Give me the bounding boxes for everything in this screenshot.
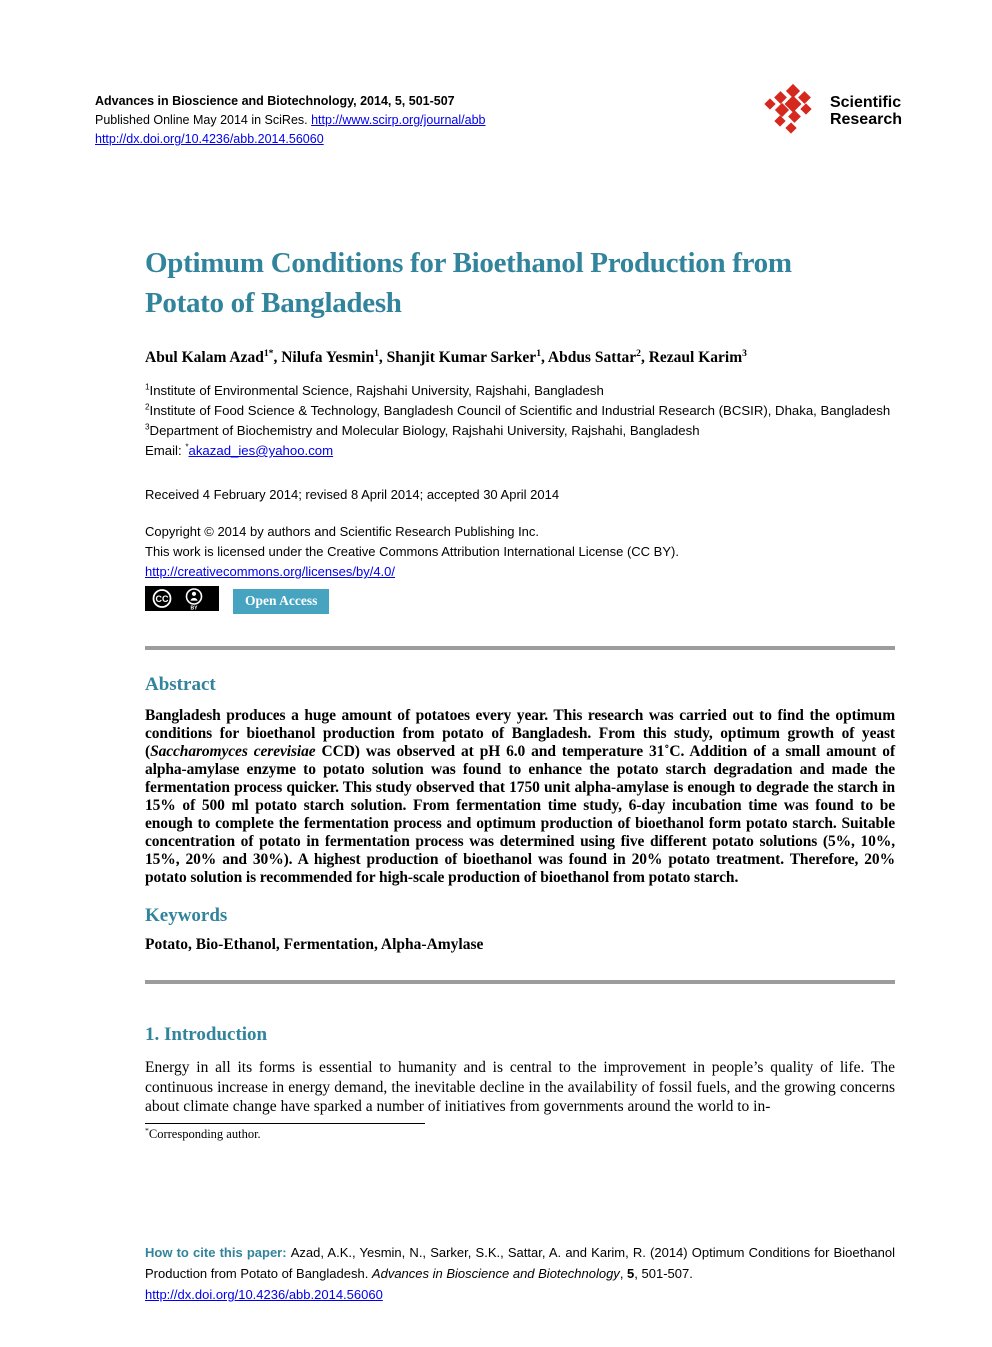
section-divider-top [145, 646, 895, 650]
citation-text: Azad, A.K., Yesmin, N., Sarker, S.K., Sattar, A. and Karim, R. (2014) Optimum Conditions for Bioethanol Production from Potato of Bangladesh. Advances in Bioscience and Biotechnology, 5, 501-507. [145, 1245, 895, 1281]
affiliation-3: $^3$Department of Biochemistry and Molecular Biology, Rajshahi University, Rajshahi, Bangladesh [145, 422, 700, 438]
creative-commons-license-link[interactable]: http://creativecommons.org/licenses/by/4.0/ [145, 564, 396, 579]
copyright-line-2: This work is licensed under the Creative Commons Attribution International License (CC BY). [145, 544, 679, 559]
section-divider-bottom [145, 980, 895, 984]
paper-title: Optimum Conditions for Bioethanol Production from Potato of Bangladesh [145, 247, 792, 319]
introduction-text: Energy in all its forms is essential to humanity and is central to the improvement in people’s quality of life. The continuous increase in energy demand, the inevitable decline in the availability of fossil fuels, and the growing concerns about climate change have sparked a number of initiatives from governments around the world to in- [145, 1059, 895, 1115]
citation-block [145, 1242, 895, 1305]
journal-citation-line: Advances in Bioscience and Biotechnology, 2014, 5, 501-507 [95, 94, 455, 108]
journal-link[interactable]: http://www.scirp.org/journal/abb [311, 113, 486, 127]
copyright-block [145, 522, 895, 582]
corresponding-author-note: *Corresponding author. [145, 1125, 261, 1141]
footnote-divider [145, 1123, 425, 1124]
inline-link[interactable]: akazad_ies@yahoo.com [188, 443, 334, 458]
logo-word-2: Research [829, 111, 902, 128]
introduction-heading: 1. Introduction [145, 1024, 268, 1045]
email-line: Email: *akazad_ies@yahoo.com [145, 442, 334, 458]
affiliations-block [145, 381, 895, 461]
logo-word-1: Scientific [829, 94, 902, 111]
affiliation-2: $^2$Institute of Food Science & Technology, Bangladesh Council of Scientific and Industrial Research (BCSIR), Dhaka, Bangladesh [145, 402, 891, 418]
abstract-text: Bangladesh produces a huge amount of potatoes every year. This research was carried out to find the optimum conditions for bioethanol production from potato of Bangladesh. From this study, optimum growth of yeast (Saccharomyces cerevisiae CCD) was observed at pH 6.0 and temperature 31˚C. Addition of a small amount of alpha-amylase enzyme to potato solution was found to enhance the potato starch degradation and made the fermentation process quicker. This study observed that 1750 unit alpha-amylase is enough to degrade the starch in 15% of 500 ml potato starch solution. From fermentation time study, 6-day incubation time was found to be enough to complete the fermentation process and optimum production of bioethanol form potato starch. Suitable concentration of potato in fermentation process was determined using five different potato solutions (5%, 10%, 15%, 20% and 30%). A highest production of bioethanol was found in 20% potato treatment. Therefore, 20% potato solution is recommended for high-scale production of bioethanol from potato starch. [145, 707, 896, 886]
published-prefix: Published Online May 2014 in SciRes. [95, 113, 312, 127]
open-access-badge: Open Access [233, 589, 329, 614]
cc-by-license-badge-icon[interactable] [145, 586, 219, 616]
keywords-heading: Keywords [145, 905, 228, 926]
svg-text:CC: CC [155, 594, 169, 604]
received-dates-line: Received 4 February 2014; revised 8 April 2014; accepted 30 April 2014 [145, 487, 560, 502]
how-to-cite-label: How to cite this paper: [145, 1245, 291, 1260]
svg-text:BY: BY [190, 605, 198, 611]
license-link-line [145, 562, 895, 582]
doi-link[interactable]: http://dx.doi.org/10.4236/abb.2014.56060 [95, 132, 324, 146]
citation-doi-line [145, 1284, 895, 1305]
abstract-heading: Abstract [145, 674, 216, 695]
copyright-line-1: Copyright © 2014 by authors and Scientific Research Publishing Inc. [145, 524, 540, 539]
keywords-text: Potato, Bio-Ethanol, Fermentation, Alpha-Amylase [145, 936, 484, 953]
citation-doi-link[interactable]: http://dx.doi.org/10.4236/abb.2014.56060 [145, 1287, 383, 1302]
license-badges-row [145, 586, 895, 616]
affiliation-1: $^1$Institute of Environmental Science, Rajshahi University, Rajshahi, Bangladesh [145, 382, 604, 398]
article-body [145, 0, 895, 1142]
authors-line: Abul Kalam Azad$^{1*}$, Nilufa Yesmin$^1$, Shanjit Kumar Sarker$^1$, Abdus Sattar$^2$, Rezaul Karim$^3$ [145, 347, 747, 366]
